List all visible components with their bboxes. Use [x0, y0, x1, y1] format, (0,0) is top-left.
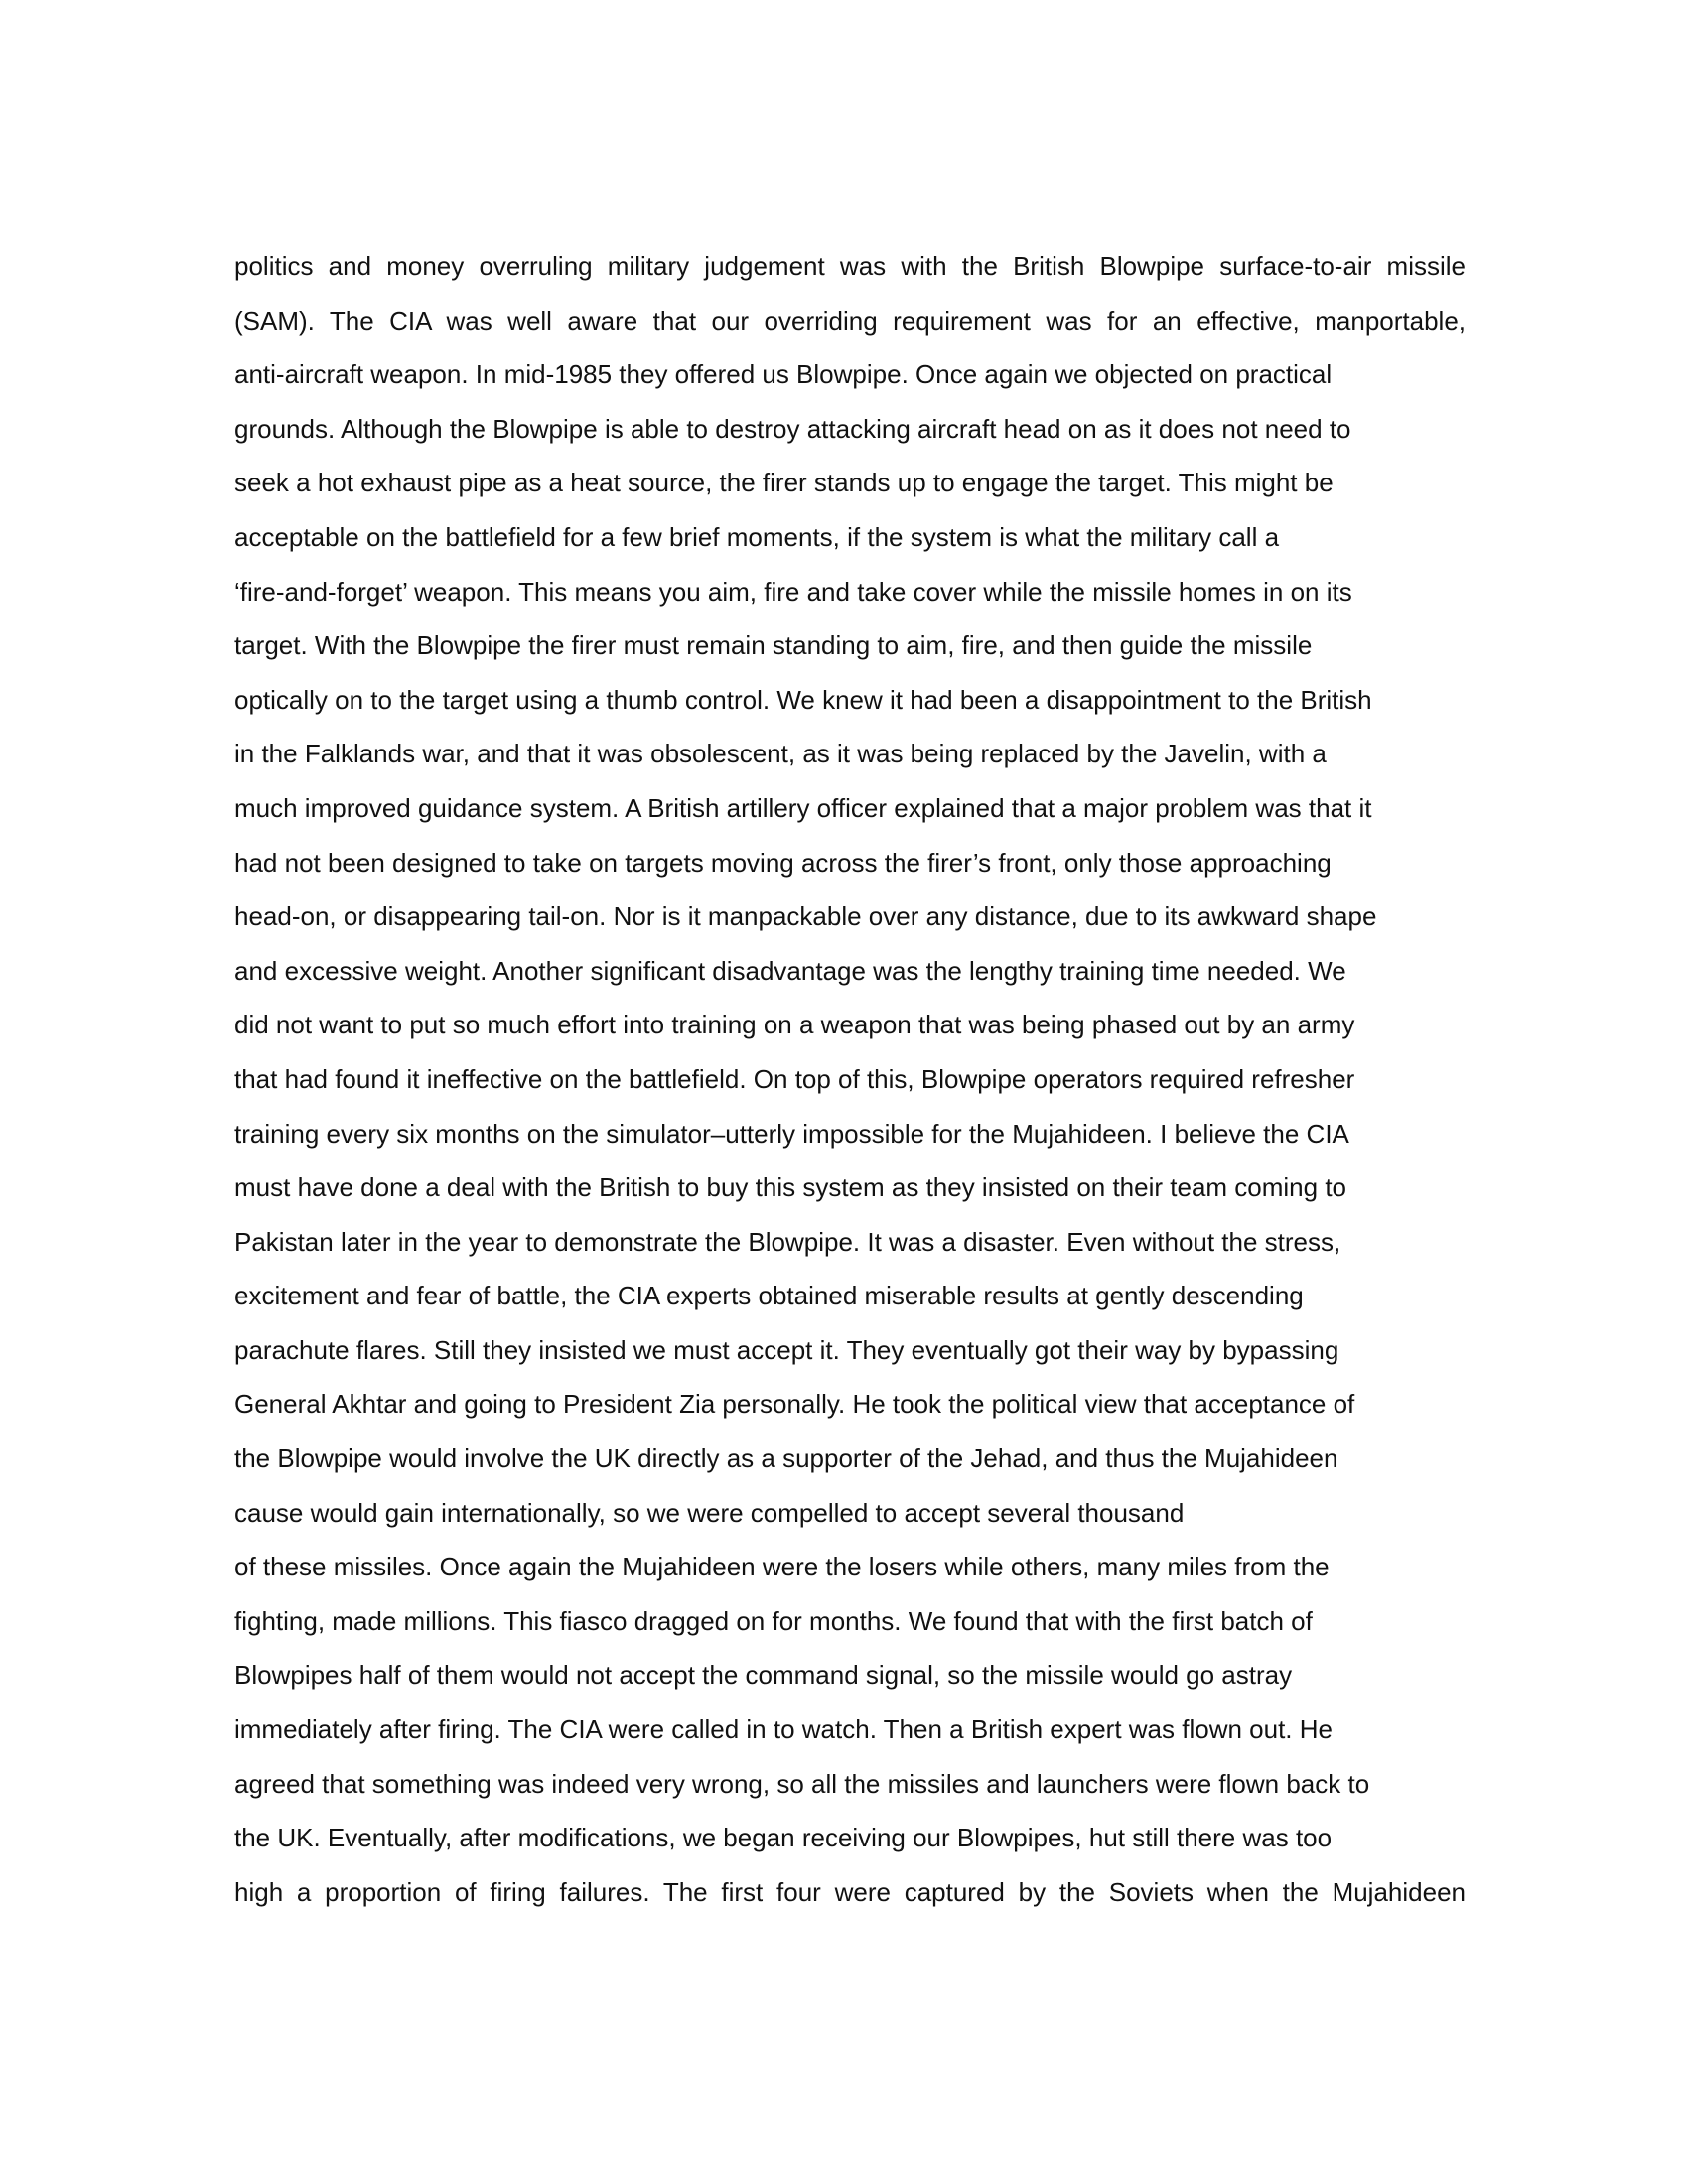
text-line: had not been designed to take on targets moving across the firer’s front, only those approaching [234, 847, 1332, 878]
text-line: agreed that something was indeed very wrong, so all the missiles and launchers were flown back to [234, 1768, 1370, 1799]
text-line: high a proportion of firing failures. The first four were captured by the Soviets when the Mujahideen [234, 1876, 1466, 1907]
text-line: Pakistan later in the year to demonstrate the Blowpipe. It was a disaster. Even without the stress, [234, 1226, 1341, 1257]
text-line: (SAM). The CIA was well aware that our overriding requirement was for an effective, manportable, [234, 305, 1466, 336]
text-line: training every six months on the simulator–utterly impossible for the Mujahideen. I believe the CIA [234, 1118, 1349, 1149]
text-line: grounds. Although the Blowpipe is able to destroy attacking aircraft head on as it does not need to [234, 413, 1351, 444]
text-line: in the Falklands war, and that it was obsolescent, as it was being replaced by the Javelin, with a [234, 739, 1327, 769]
text-line: that had found it ineffective on the battlefield. On top of this, Blowpipe operators required refresher [234, 1063, 1355, 1094]
text-line: General Akhtar and going to President Zia personally. He took the political view that acceptance of [234, 1389, 1355, 1420]
text-line: head-on, or disappearing tail-on. Nor is it manpackable over any distance, due to its awkward shape [234, 901, 1377, 932]
text-line: Blowpipes half of them would not accept the command signal, so the missile would go astray [234, 1660, 1293, 1691]
text-line: must have done a deal with the British to buy this system as they insisted on their team coming to [234, 1172, 1347, 1203]
text-line: immediately after firing. The CIA were called in to watch. Then a British expert was flown out. He [234, 1714, 1333, 1745]
text-line: target. With the Blowpipe the firer must remain standing to aim, fire, and then guide the missile [234, 630, 1313, 661]
text-line: anti-aircraft weapon. In mid-1985 they offered us Blowpipe. Once again we objected on practical [234, 359, 1333, 390]
text-line: the UK. Eventually, after modifications, we began receiving our Blowpipes, hut still there was too [234, 1823, 1333, 1853]
text-line: much improved guidance system. A British artillery officer explained that a major problem was that it [234, 792, 1372, 823]
text-line: excitement and fear of battle, the CIA experts obtained miserable results at gently descending [234, 1281, 1304, 1311]
text-line: optically on to the target using a thumb control. We knew it had been a disappointment to the British [234, 684, 1372, 715]
text-line: parachute flares. Still they insisted we must accept it. They eventually got their way by bypassing [234, 1334, 1339, 1365]
text-line: cause would gain internationally, so we were compelled to accept several thousand [234, 1497, 1185, 1528]
text-line: seek a hot exhaust pipe as a heat source, the firer stands up to engage the target. This might be [234, 468, 1334, 498]
text-line: ‘fire-and-forget’ weapon. This means you aim, fire and take cover while the missile homes in on its [234, 576, 1352, 607]
text-line: politics and money overruling military judgement was with the British Blowpipe surface-to-air missile [234, 251, 1466, 281]
text-line: the Blowpipe would involve the UK directly as a supporter of the Jehad, and thus the Mujahideen [234, 1443, 1338, 1474]
text-line: acceptable on the battlefield for a few brief moments, if the system is what the military call a [234, 521, 1280, 552]
text-line: of these missiles. Once again the Mujahideen were the losers while others, many miles from the [234, 1552, 1330, 1582]
text-line: fighting, made millions. This fiasco dragged on for months. We found that with the first batch of [234, 1605, 1313, 1636]
text-line: did not want to put so much effort into training on a weapon that was being phased out by an army [234, 1010, 1355, 1040]
body-text [234, 248, 1466, 1928]
text-line: and excessive weight. Another significant disadvantage was the lengthy training time needed. We [234, 955, 1346, 986]
